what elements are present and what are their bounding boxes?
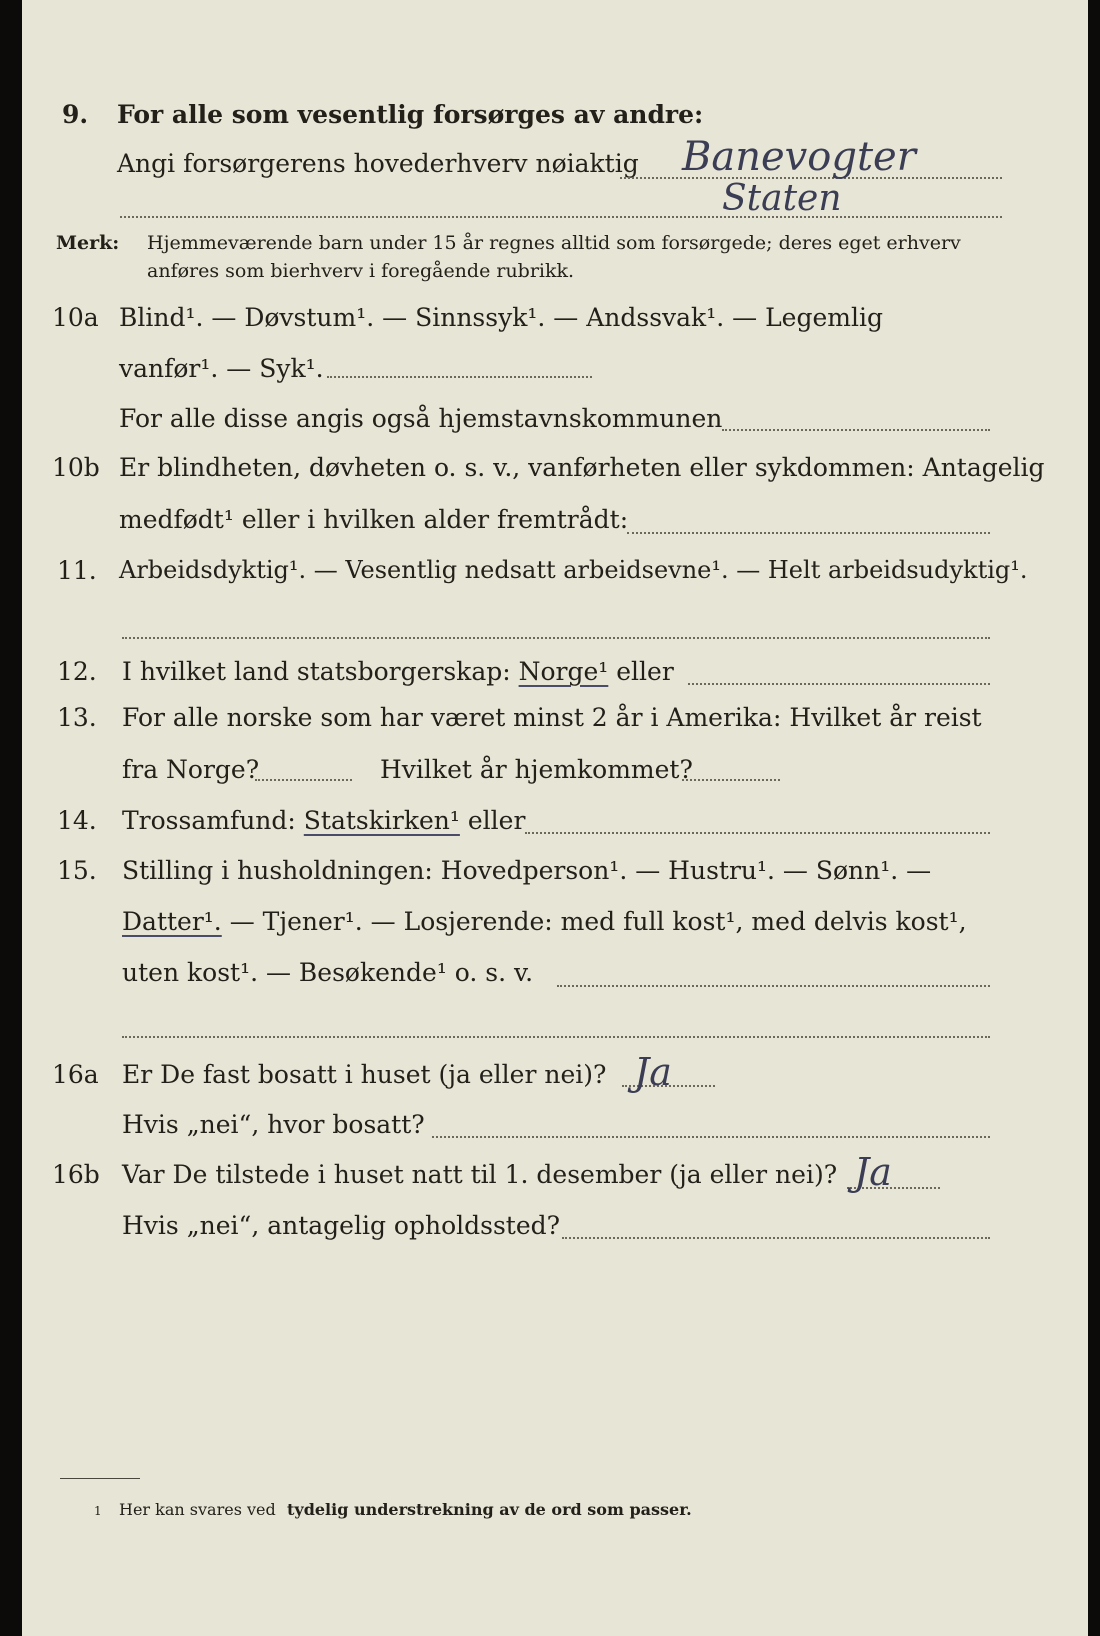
- q10b-line2: medfødt¹ eller i hvilken alder fremtrådt:: [119, 505, 629, 534]
- q12-line: [122, 657, 674, 686]
- q10a-line3: For alle disse angis også hjemstavnskommunen: [119, 404, 723, 433]
- q15-answer-line-1: [557, 985, 990, 987]
- q10a-line2: vanfør¹. — Syk¹.: [119, 354, 324, 383]
- question-number-15: 15.: [57, 856, 97, 885]
- q12-underlined-norge: Norge¹: [518, 657, 609, 686]
- q15-line2: [122, 907, 967, 936]
- question-number-16a: 16a: [52, 1060, 99, 1089]
- q14-prefix: Trossamfund:: [122, 806, 296, 835]
- q12-answer-line: [688, 683, 990, 685]
- q12-prefix: I hvilket land statsborgerskap:: [122, 657, 511, 686]
- question-number-16b: 16b: [52, 1160, 100, 1189]
- footnote-rule: [60, 1478, 140, 1479]
- question-number-11: 11.: [57, 556, 97, 585]
- q15-line3: uten kost¹. — Besøkende¹ o. s. v.: [122, 958, 534, 987]
- q13-answer-line-1: [255, 779, 352, 781]
- q10b-line1: Er blindheten, døvheten o. s. v., vanførheten eller sykdommen: Antagelig: [119, 453, 1045, 482]
- q9-handwritten-answer-occupation: Banevogter: [682, 134, 916, 180]
- footnote-text-bold: tydelig understrekning av de ord som passer.: [287, 1500, 692, 1519]
- q16b-line2: Hvis „nei“, antagelig opholdssted?: [122, 1211, 561, 1240]
- q16b-line1: Var De tilstede i huset natt til 1. desember (ja eller nei)?: [122, 1160, 838, 1189]
- q15-underlined-datter: Datter¹.: [122, 907, 222, 936]
- q14-underlined-statskirken: Statskirken¹: [303, 806, 460, 835]
- q12-suffix: eller: [616, 657, 674, 686]
- q9-answer-line-2: [120, 216, 1002, 218]
- question-number-10b: 10b: [52, 453, 100, 482]
- q10a-answer-line-1: [327, 376, 592, 378]
- merk-line2: anføres som bierhverv i foregående rubrikk.: [147, 260, 575, 282]
- q10a-line1: Blind¹. — Døvstum¹. — Sinnssyk¹. — Andssvak¹. — Legemlig: [119, 303, 883, 332]
- q15-line1: Stilling i husholdningen: Hovedperson¹. — Hustru¹. — Sønn¹. —: [122, 856, 932, 885]
- question-number-9: 9.: [62, 100, 89, 129]
- q15-answer-line-2: [122, 1036, 990, 1038]
- footnote-text-normal: Her kan svares ved: [119, 1500, 276, 1519]
- q10b-answer-line: [627, 532, 990, 534]
- q14-answer-line: [525, 832, 990, 834]
- q14-line: [122, 806, 525, 835]
- q16a-line1: Er De fast bosatt i huset (ja eller nei)?: [122, 1060, 607, 1089]
- question-number-10a: 10a: [52, 303, 99, 332]
- question-number-13: 13.: [57, 703, 97, 732]
- q16a-line2: Hvis „nei“, hvor bosatt?: [122, 1110, 425, 1139]
- q9-handwritten-answer-provider: Staten: [722, 178, 842, 219]
- merk-line1: Hjemmeværende barn under 15 år regnes alltid som forsørgede; deres eget erhverv: [147, 232, 961, 254]
- q16b-handwritten-answer: Ja: [854, 1150, 892, 1194]
- question-number-14: 14.: [57, 806, 97, 835]
- q11-answer-line: [122, 637, 990, 639]
- q16a-handwritten-answer: Ja: [634, 1050, 672, 1094]
- question-number-12: 12.: [57, 657, 97, 686]
- q13-answer-line-2: [682, 779, 780, 781]
- census-form-page: [22, 0, 1088, 1636]
- q9-line1: For alle som vesentlig forsørges av andre:: [117, 100, 704, 129]
- q16a-answer-line-2: [432, 1136, 990, 1138]
- q16b-answer-line-2: [562, 1237, 990, 1239]
- q13-line2a: fra Norge?: [122, 755, 260, 784]
- q9-line2: Angi forsørgerens hovederhverv nøiaktig: [117, 149, 639, 178]
- q15-line2-rest: — Tjener¹. — Losjerende: med full kost¹, med delvis kost¹,: [229, 907, 967, 936]
- footnote-mark: 1: [94, 1504, 102, 1518]
- q13-line1: For alle norske som har været minst 2 år i Amerika: Hvilket år reist: [122, 703, 982, 732]
- q14-suffix: eller: [467, 806, 526, 835]
- q10a-answer-line-2: [722, 429, 990, 431]
- q11-line1: Arbeidsdyktig¹. — Vesentlig nedsatt arbeidsevne¹. — Helt arbeidsudyktig¹.: [119, 556, 1028, 584]
- merk-label: Merk:: [56, 232, 120, 254]
- q13-line2b: Hvilket år hjemkommet?: [380, 755, 693, 784]
